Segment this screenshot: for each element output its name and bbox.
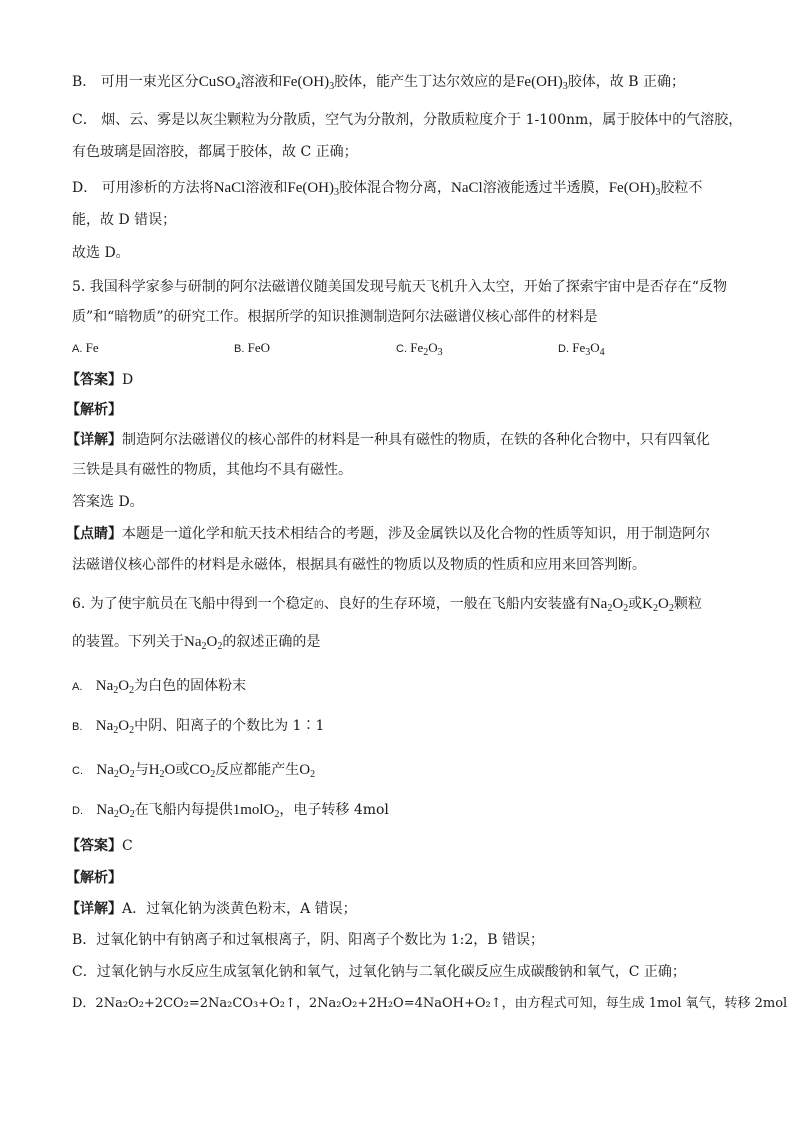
q6-detail-3: C．过氧化钠与水反应生成氢氧化钠和氧气，过氧化钠与二氧化碳反应生成碳酸钠和氧气，C 正确； bbox=[72, 964, 686, 980]
q6-answer: 【答案】C bbox=[66, 838, 133, 854]
q6-option-c: C. $Na_2O_2$与$H_2O$或$CO_2$反应都能产生$O_2$ bbox=[72, 762, 316, 780]
q6-option-a: A. $Na_2O_2$为白色的固体粉末 bbox=[72, 678, 247, 696]
formula-na2o2: $Na_2O_2$ bbox=[589, 596, 629, 614]
q5-option-d: D. $Fe_3O_4$ bbox=[558, 340, 605, 358]
q6-detail-1: 【详解】A．过氧化钠为淡黄色粉末，A 错误； bbox=[66, 901, 357, 917]
option-d-line-2: 能，故 D 错误； bbox=[72, 212, 177, 228]
choose-line: 故选 D。 bbox=[72, 245, 130, 261]
q6-option-b: B. $Na_2O_2$中阴、阳离子的个数比为 1∶1 bbox=[72, 718, 325, 736]
formula-k2o2: $K_2O_2$ bbox=[642, 596, 674, 614]
q5-answer: 【答案】D bbox=[66, 372, 134, 388]
q5-analysis-tag: 【解析】 bbox=[66, 402, 122, 418]
q6-stem-2: 的装置。下列关于$Na_2O_2$的叙述正确的是 bbox=[72, 634, 321, 652]
formula-na2o2: $Na_2O_2$ bbox=[184, 634, 223, 652]
q5-stem-1: 5. 我国科学家参与研制的阿尔法磁谱仪随美国发现号航天飞机升入太空，开始了探索宇宙中是否存在“反物 bbox=[72, 279, 727, 295]
q6-stem-1: 6. 为了使宇航员在飞船中得到一个稳定的、良好的生存环境，一般在飞船内安装盛有$Na_2O_2$或$K_2O_2$颗粒 bbox=[72, 596, 702, 614]
q5-detail-1: 【详解】制造阿尔法磁谱仪的核心部件的材料是一种具有磁性的物质，在铁的各种化合物中，只有四氧化 bbox=[66, 432, 710, 448]
q6-detail-2: B．过氧化钠中有钠离子和过氧根离子，阴、阳离子个数比为 1:2，B 错误； bbox=[72, 932, 545, 948]
q5-option-a: A. Fe bbox=[72, 340, 99, 355]
q5-point-2: 法磁谱仪核心部件的材料是永磁体，根据具有磁性的物质以及物质的性质和应用来回答判断。 bbox=[72, 557, 646, 573]
option-c-line-2: 有色玻璃是固溶胶，都属于胶体，故 C 正确； bbox=[72, 144, 358, 160]
q6-detail-4: D．2Na₂O₂+2CO₂=2Na₂CO₃+O₂↑，2Na₂O₂+2H₂O=4NaOH+O₂↑，由方程式可知，每生成 1mol 氧气，转移 2mol bbox=[72, 996, 788, 1011]
q5-option-b: B. FeO bbox=[234, 340, 271, 355]
q5-detail-2: 三铁是具有磁性的物质，其他均不具有磁性。 bbox=[72, 462, 352, 478]
q5-point-1: 【点睛】本题是一道化学和航天技术相结合的考题，涉及金属铁以及化合物的性质等知识，用于制造阿尔 bbox=[66, 526, 710, 542]
text: B． 可用一束光区分 bbox=[72, 74, 199, 90]
formula-cuso4: CuSO$_4$ bbox=[198, 74, 241, 92]
q5-option-c: C. $Fe_2O_3$ bbox=[396, 340, 443, 358]
q6-option-d: D. $Na_2O_2$在飞船内每提供1molO$_2$，电子转移 4mol bbox=[72, 802, 389, 820]
formula-feoh3: $Fe(OH)_3$ bbox=[282, 74, 335, 92]
option-c-line-1: C． 烟、云、雾是以灰尘颗粒为分散质，空气为分散剂，分散质粒度介于 1-100nm，属于胶体中的气溶胶， bbox=[72, 112, 743, 128]
q5-stem-2: 质”和“暗物质”的研究工作。根据所学的知识推测制造阿尔法磁谱仪核心部件的材料是 bbox=[72, 309, 598, 325]
option-b-line: B． 可用一束光区分CuSO$_4$溶液和$Fe(OH)_3$胶体，能产生丁达尔效应的是$Fe(OH)_3$胶体，故 B 正确； bbox=[72, 74, 685, 92]
option-d-line-1: D． 可用渗析的方法将NaCl溶液和$Fe(OH)_3$胶体混合物分离，NaCl溶液能透过半透膜，$Fe(OH)_3$胶粒不 bbox=[72, 180, 703, 198]
q6-analysis-tag: 【解析】 bbox=[66, 870, 122, 886]
formula-feoh3: $Fe(OH)_3$ bbox=[516, 74, 568, 92]
q5-choose: 答案选 D。 bbox=[72, 494, 144, 510]
